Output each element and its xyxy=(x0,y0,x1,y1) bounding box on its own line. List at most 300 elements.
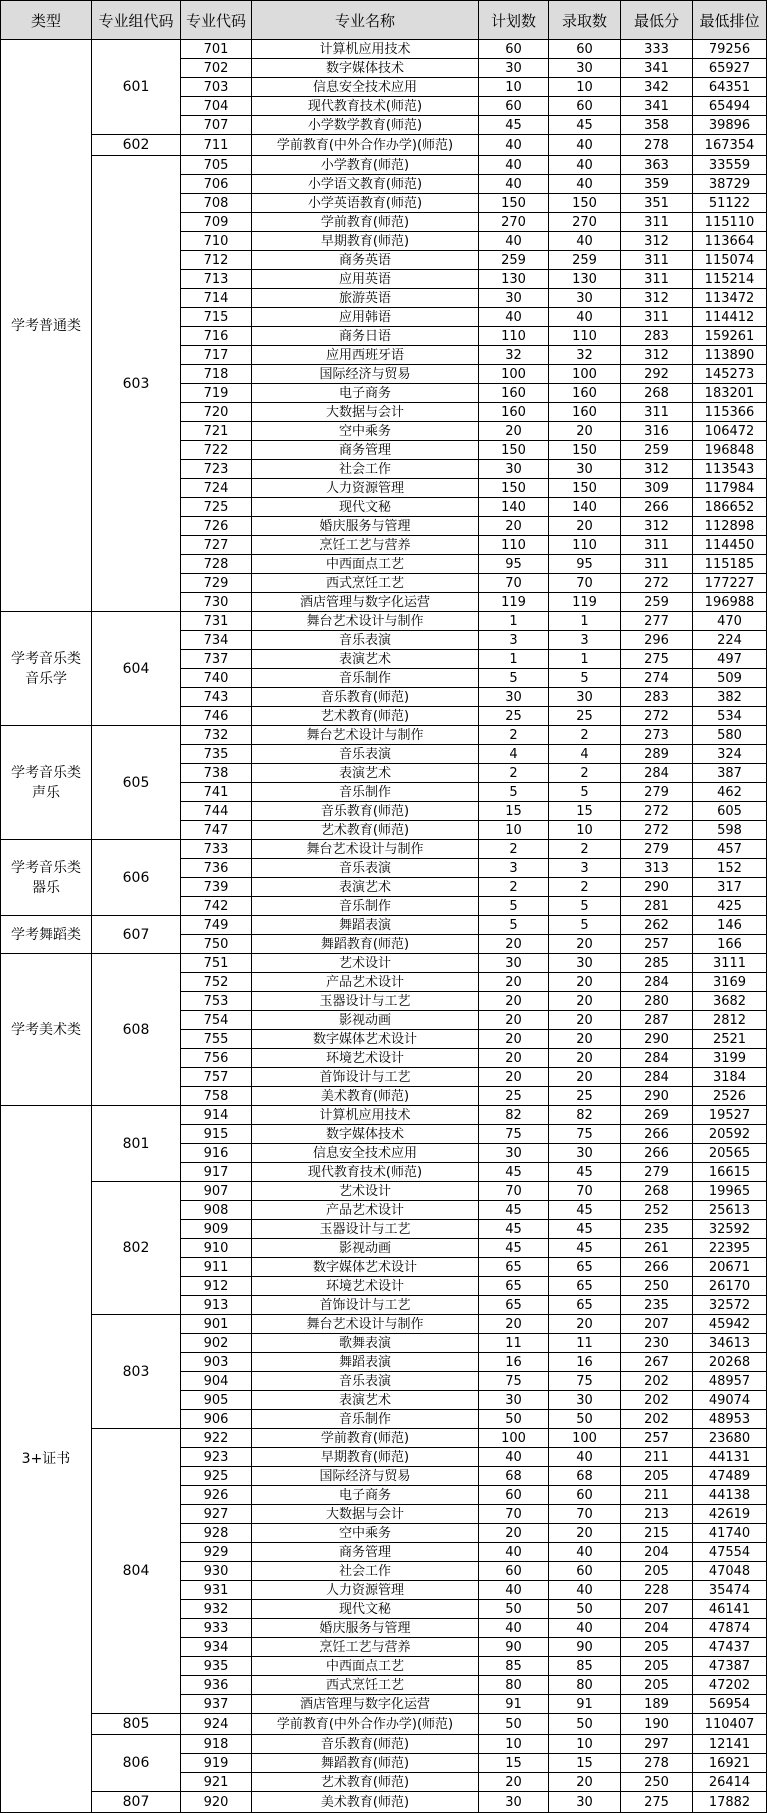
min-score-cell: 290 xyxy=(621,878,693,897)
admit-count-cell: 110 xyxy=(549,327,621,346)
major-code-cell: 726 xyxy=(181,517,252,536)
min-rank-cell: 3169 xyxy=(693,973,767,992)
min-rank-cell: 38729 xyxy=(693,175,767,194)
admit-count-cell: 70 xyxy=(549,574,621,593)
min-rank-cell: 79256 xyxy=(693,40,767,59)
major-name-cell: 社会工作 xyxy=(252,460,479,479)
table-header xyxy=(1,1,767,40)
major-name-cell: 艺术教育(师范) xyxy=(252,821,479,840)
min-score-cell: 204 xyxy=(621,1619,693,1638)
min-rank-cell: 2521 xyxy=(693,1030,767,1049)
plan-count-cell: 70 xyxy=(479,1182,549,1201)
min-rank-cell: 22395 xyxy=(693,1239,767,1258)
major-code-cell: 738 xyxy=(181,764,252,783)
major-name-cell: 艺术设计 xyxy=(252,954,479,973)
major-name-cell: 学前教育(中外合作办学)(师范) xyxy=(252,1714,479,1735)
plan-count-cell: 100 xyxy=(479,1429,549,1448)
min-score-cell: 363 xyxy=(621,156,693,175)
major-name-cell: 小学英语教育(师范) xyxy=(252,194,479,213)
min-rank-cell: 3111 xyxy=(693,954,767,973)
min-rank-cell: 186652 xyxy=(693,498,767,517)
admit-count-cell: 3 xyxy=(549,631,621,650)
admit-count-cell: 119 xyxy=(549,593,621,612)
major-code-cell: 715 xyxy=(181,308,252,327)
admit-count-cell: 75 xyxy=(549,1125,621,1144)
major-code-cell: 724 xyxy=(181,479,252,498)
major-code-cell: 911 xyxy=(181,1258,252,1277)
major-name-cell: 空中乘务 xyxy=(252,422,479,441)
plan-count-cell: 4 xyxy=(479,745,549,764)
admit-count-cell: 65 xyxy=(549,1277,621,1296)
admit-count-cell: 100 xyxy=(549,1429,621,1448)
admit-count-cell: 150 xyxy=(549,479,621,498)
major-name-cell: 学前教育(师范) xyxy=(252,213,479,232)
table-row xyxy=(1,916,767,935)
major-code-cell: 720 xyxy=(181,403,252,422)
min-rank-cell: 47874 xyxy=(693,1619,767,1638)
plan-count-cell: 100 xyxy=(479,365,549,384)
min-score-cell: 278 xyxy=(621,1754,693,1773)
major-name-cell: 烹饪工艺与营养 xyxy=(252,1638,479,1657)
admit-count-cell: 140 xyxy=(549,498,621,517)
major-name-cell: 小学数学教育(师范) xyxy=(252,116,479,135)
min-rank-cell: 26170 xyxy=(693,1277,767,1296)
major-name-cell: 艺术教育(师范) xyxy=(252,707,479,726)
admit-count-cell: 270 xyxy=(549,213,621,232)
major-code-cell: 925 xyxy=(181,1467,252,1486)
plan-count-cell: 60 xyxy=(479,97,549,116)
min-score-cell: 359 xyxy=(621,175,693,194)
major-name-cell: 音乐制作 xyxy=(252,897,479,916)
table-row xyxy=(1,726,767,745)
admit-count-cell: 40 xyxy=(549,1581,621,1600)
min-rank-cell: 2526 xyxy=(693,1087,767,1106)
major-code-cell: 921 xyxy=(181,1773,252,1792)
plan-count-cell: 45 xyxy=(479,1239,549,1258)
min-rank-cell: 32592 xyxy=(693,1220,767,1239)
major-code-cell: 752 xyxy=(181,973,252,992)
major-code-cell: 901 xyxy=(181,1315,252,1334)
major-name-cell: 现代文秘 xyxy=(252,498,479,517)
plan-count-cell: 110 xyxy=(479,327,549,346)
min-score-cell: 250 xyxy=(621,1773,693,1792)
admit-count-cell: 30 xyxy=(549,1792,621,1813)
major-name-cell: 影视动画 xyxy=(252,1011,479,1030)
category-type-cell: 学考音乐类 器乐 xyxy=(1,840,92,916)
admit-count-cell: 2 xyxy=(549,764,621,783)
table-row xyxy=(1,954,767,973)
min-rank-cell: 47554 xyxy=(693,1543,767,1562)
admit-count-cell: 60 xyxy=(549,40,621,59)
major-code-cell: 729 xyxy=(181,574,252,593)
major-code-cell: 929 xyxy=(181,1543,252,1562)
admit-count-cell: 60 xyxy=(549,97,621,116)
admit-count-cell: 20 xyxy=(549,517,621,536)
admit-count-cell: 5 xyxy=(549,916,621,935)
major-code-cell: 737 xyxy=(181,650,252,669)
major-name-cell: 舞蹈表演 xyxy=(252,1353,479,1372)
major-name-cell: 舞台艺术设计与制作 xyxy=(252,612,479,631)
major-name-cell: 舞蹈教育(师范) xyxy=(252,935,479,954)
min-rank-cell: 145273 xyxy=(693,365,767,384)
header-group-code: 专业组代码 xyxy=(92,1,181,40)
major-name-cell: 商务日语 xyxy=(252,327,479,346)
min-rank-cell: 56954 xyxy=(693,1695,767,1714)
category-type-cell: 学考普通类 xyxy=(1,40,92,612)
admit-count-cell: 130 xyxy=(549,270,621,289)
min-rank-cell: 16921 xyxy=(693,1754,767,1773)
min-score-cell: 262 xyxy=(621,916,693,935)
admit-count-cell: 60 xyxy=(549,1562,621,1581)
min-score-cell: 266 xyxy=(621,1144,693,1163)
major-code-cell: 754 xyxy=(181,1011,252,1030)
admit-count-cell: 20 xyxy=(549,422,621,441)
major-code-cell: 739 xyxy=(181,878,252,897)
admit-count-cell: 2 xyxy=(549,840,621,859)
admit-count-cell: 150 xyxy=(549,441,621,460)
plan-count-cell: 20 xyxy=(479,1011,549,1030)
admit-count-cell: 45 xyxy=(549,1220,621,1239)
group-code-cell: 802 xyxy=(92,1182,181,1315)
plan-count-cell: 40 xyxy=(479,156,549,175)
plan-count-cell: 5 xyxy=(479,783,549,802)
admit-count-cell: 1 xyxy=(549,650,621,669)
min-rank-cell: 114450 xyxy=(693,536,767,555)
admit-count-cell: 20 xyxy=(549,1049,621,1068)
min-rank-cell: 387 xyxy=(693,764,767,783)
min-score-cell: 252 xyxy=(621,1201,693,1220)
group-code-cell: 803 xyxy=(92,1315,181,1429)
major-name-cell: 艺术设计 xyxy=(252,1182,479,1201)
min-score-cell: 275 xyxy=(621,1792,693,1813)
major-code-cell: 712 xyxy=(181,251,252,270)
min-score-cell: 312 xyxy=(621,232,693,251)
group-code-cell: 807 xyxy=(92,1792,181,1813)
group-code-cell: 804 xyxy=(92,1429,181,1714)
admit-count-cell: 45 xyxy=(549,116,621,135)
admit-count-cell: 30 xyxy=(549,688,621,707)
major-code-cell: 912 xyxy=(181,1277,252,1296)
major-name-cell: 表演艺术 xyxy=(252,650,479,669)
major-name-cell: 音乐表演 xyxy=(252,1372,479,1391)
plan-count-cell: 150 xyxy=(479,441,549,460)
major-name-cell: 商务管理 xyxy=(252,1543,479,1562)
admit-count-cell: 40 xyxy=(549,232,621,251)
min-score-cell: 311 xyxy=(621,555,693,574)
major-name-cell: 学前教育(中外合作办学)(师范) xyxy=(252,135,479,156)
plan-count-cell: 30 xyxy=(479,1391,549,1410)
group-code-cell: 604 xyxy=(92,612,181,726)
admit-count-cell: 91 xyxy=(549,1695,621,1714)
min-rank-cell: 41740 xyxy=(693,1524,767,1543)
min-rank-cell: 114412 xyxy=(693,308,767,327)
admit-count-cell: 60 xyxy=(549,1486,621,1505)
min-score-cell: 272 xyxy=(621,707,693,726)
plan-count-cell: 16 xyxy=(479,1353,549,1372)
category-type-cell: 学考音乐类 音乐学 xyxy=(1,612,92,726)
major-code-cell: 727 xyxy=(181,536,252,555)
min-score-cell: 257 xyxy=(621,935,693,954)
min-rank-cell: 534 xyxy=(693,707,767,726)
plan-count-cell: 30 xyxy=(479,59,549,78)
admit-count-cell: 40 xyxy=(549,1543,621,1562)
header-min-rank: 最低排位 xyxy=(693,1,767,40)
admit-count-cell: 4 xyxy=(549,745,621,764)
group-code-cell: 601 xyxy=(92,40,181,135)
min-score-cell: 311 xyxy=(621,213,693,232)
admit-count-cell: 20 xyxy=(549,1524,621,1543)
plan-count-cell: 20 xyxy=(479,992,549,1011)
major-name-cell: 音乐制作 xyxy=(252,1410,479,1429)
major-code-cell: 731 xyxy=(181,612,252,631)
plan-count-cell: 40 xyxy=(479,1543,549,1562)
major-name-cell: 中西面点工艺 xyxy=(252,1657,479,1676)
admit-count-cell: 1 xyxy=(549,612,621,631)
min-score-cell: 268 xyxy=(621,1182,693,1201)
table-row xyxy=(1,40,767,59)
min-score-cell: 213 xyxy=(621,1505,693,1524)
table-row xyxy=(1,1714,767,1735)
major-name-cell: 舞台艺术设计与制作 xyxy=(252,726,479,745)
min-rank-cell: 3199 xyxy=(693,1049,767,1068)
min-score-cell: 202 xyxy=(621,1372,693,1391)
admit-count-cell: 82 xyxy=(549,1106,621,1125)
plan-count-cell: 85 xyxy=(479,1657,549,1676)
min-score-cell: 312 xyxy=(621,517,693,536)
min-score-cell: 230 xyxy=(621,1334,693,1353)
admit-count-cell: 160 xyxy=(549,403,621,422)
major-name-cell: 西式烹饪工艺 xyxy=(252,1676,479,1695)
min-score-cell: 341 xyxy=(621,97,693,116)
min-rank-cell: 26414 xyxy=(693,1773,767,1792)
min-score-cell: 259 xyxy=(621,441,693,460)
admit-count-cell: 20 xyxy=(549,1315,621,1334)
admit-count-cell: 259 xyxy=(549,251,621,270)
major-name-cell: 婚庆服务与管理 xyxy=(252,517,479,536)
admit-count-cell: 68 xyxy=(549,1467,621,1486)
major-code-cell: 905 xyxy=(181,1391,252,1410)
plan-count-cell: 5 xyxy=(479,897,549,916)
min-rank-cell: 113472 xyxy=(693,289,767,308)
major-name-cell: 音乐教育(师范) xyxy=(252,1735,479,1754)
major-code-cell: 730 xyxy=(181,593,252,612)
major-code-cell: 713 xyxy=(181,270,252,289)
min-score-cell: 202 xyxy=(621,1391,693,1410)
min-rank-cell: 183201 xyxy=(693,384,767,403)
min-score-cell: 284 xyxy=(621,1068,693,1087)
admit-count-cell: 70 xyxy=(549,1182,621,1201)
min-score-cell: 202 xyxy=(621,1410,693,1429)
plan-count-cell: 20 xyxy=(479,1524,549,1543)
plan-count-cell: 30 xyxy=(479,688,549,707)
plan-count-cell: 20 xyxy=(479,1315,549,1334)
major-name-cell: 信息安全技术应用 xyxy=(252,78,479,97)
min-score-cell: 235 xyxy=(621,1296,693,1315)
major-name-cell: 音乐制作 xyxy=(252,669,479,688)
group-code-cell: 607 xyxy=(92,916,181,954)
min-rank-cell: 3184 xyxy=(693,1068,767,1087)
major-code-cell: 708 xyxy=(181,194,252,213)
major-name-cell: 电子商务 xyxy=(252,1486,479,1505)
major-code-cell: 735 xyxy=(181,745,252,764)
major-code-cell: 747 xyxy=(181,821,252,840)
min-score-cell: 266 xyxy=(621,1125,693,1144)
min-rank-cell: 457 xyxy=(693,840,767,859)
min-score-cell: 274 xyxy=(621,669,693,688)
major-code-cell: 716 xyxy=(181,327,252,346)
min-rank-cell: 20565 xyxy=(693,1144,767,1163)
table-row xyxy=(1,840,767,859)
min-rank-cell: 42619 xyxy=(693,1505,767,1524)
min-score-cell: 211 xyxy=(621,1448,693,1467)
plan-count-cell: 150 xyxy=(479,479,549,498)
major-code-cell: 723 xyxy=(181,460,252,479)
table-row xyxy=(1,1182,767,1201)
major-name-cell: 国际经济与贸易 xyxy=(252,1467,479,1486)
admit-count-cell: 100 xyxy=(549,365,621,384)
plan-count-cell: 20 xyxy=(479,1068,549,1087)
min-score-cell: 283 xyxy=(621,688,693,707)
min-score-cell: 207 xyxy=(621,1600,693,1619)
major-code-cell: 935 xyxy=(181,1657,252,1676)
admit-count-cell: 20 xyxy=(549,1068,621,1087)
major-code-cell: 906 xyxy=(181,1410,252,1429)
min-score-cell: 312 xyxy=(621,460,693,479)
major-code-cell: 746 xyxy=(181,707,252,726)
major-name-cell: 美术教育(师范) xyxy=(252,1087,479,1106)
min-score-cell: 261 xyxy=(621,1239,693,1258)
min-score-cell: 351 xyxy=(621,194,693,213)
major-name-cell: 音乐教育(师范) xyxy=(252,802,479,821)
min-rank-cell: 17882 xyxy=(693,1792,767,1813)
major-code-cell: 918 xyxy=(181,1735,252,1754)
major-code-cell: 703 xyxy=(181,78,252,97)
min-rank-cell: 167354 xyxy=(693,135,767,156)
plan-count-cell: 11 xyxy=(479,1334,549,1353)
major-name-cell: 商务管理 xyxy=(252,441,479,460)
admit-count-cell: 25 xyxy=(549,1087,621,1106)
admit-count-cell: 20 xyxy=(549,1030,621,1049)
admit-count-cell: 90 xyxy=(549,1638,621,1657)
min-rank-cell: 35474 xyxy=(693,1581,767,1600)
major-code-cell: 927 xyxy=(181,1505,252,1524)
major-code-cell: 914 xyxy=(181,1106,252,1125)
admit-count-cell: 50 xyxy=(549,1410,621,1429)
major-code-cell: 757 xyxy=(181,1068,252,1087)
min-score-cell: 190 xyxy=(621,1714,693,1735)
min-score-cell: 257 xyxy=(621,1429,693,1448)
admit-count-cell: 40 xyxy=(549,156,621,175)
major-name-cell: 酒店管理与数字化运营 xyxy=(252,593,479,612)
table-row xyxy=(1,1429,767,1448)
plan-count-cell: 140 xyxy=(479,498,549,517)
major-name-cell: 音乐制作 xyxy=(252,783,479,802)
plan-count-cell: 60 xyxy=(479,1562,549,1581)
min-score-cell: 316 xyxy=(621,422,693,441)
admit-count-cell: 32 xyxy=(549,346,621,365)
plan-count-cell: 40 xyxy=(479,232,549,251)
plan-count-cell: 20 xyxy=(479,1049,549,1068)
major-code-cell: 711 xyxy=(181,135,252,156)
major-code-cell: 706 xyxy=(181,175,252,194)
min-score-cell: 296 xyxy=(621,631,693,650)
plan-count-cell: 45 xyxy=(479,1163,549,1182)
min-rank-cell: 152 xyxy=(693,859,767,878)
min-rank-cell: 20671 xyxy=(693,1258,767,1277)
category-type-cell: 学考美术类 xyxy=(1,954,92,1106)
plan-count-cell: 20 xyxy=(479,1030,549,1049)
min-score-cell: 292 xyxy=(621,365,693,384)
table-row xyxy=(1,1315,767,1334)
major-code-cell: 915 xyxy=(181,1125,252,1144)
major-code-cell: 742 xyxy=(181,897,252,916)
major-name-cell: 小学教育(师范) xyxy=(252,156,479,175)
min-rank-cell: 65927 xyxy=(693,59,767,78)
admit-count-cell: 30 xyxy=(549,59,621,78)
plan-count-cell: 25 xyxy=(479,1087,549,1106)
min-rank-cell: 32572 xyxy=(693,1296,767,1315)
major-code-cell: 926 xyxy=(181,1486,252,1505)
admit-count-cell: 40 xyxy=(549,1619,621,1638)
min-rank-cell: 20592 xyxy=(693,1125,767,1144)
min-rank-cell: 3682 xyxy=(693,992,767,1011)
major-code-cell: 722 xyxy=(181,441,252,460)
min-rank-cell: 64351 xyxy=(693,78,767,97)
min-score-cell: 309 xyxy=(621,479,693,498)
min-rank-cell: 19527 xyxy=(693,1106,767,1125)
admit-count-cell: 45 xyxy=(549,1163,621,1182)
major-code-cell: 721 xyxy=(181,422,252,441)
min-rank-cell: 2812 xyxy=(693,1011,767,1030)
major-name-cell: 酒店管理与数字化运营 xyxy=(252,1695,479,1714)
min-score-cell: 284 xyxy=(621,764,693,783)
min-rank-cell: 115185 xyxy=(693,555,767,574)
table-row xyxy=(1,135,767,156)
plan-count-cell: 10 xyxy=(479,1735,549,1754)
min-score-cell: 266 xyxy=(621,498,693,517)
min-rank-cell: 48957 xyxy=(693,1372,767,1391)
min-rank-cell: 113664 xyxy=(693,232,767,251)
plan-count-cell: 20 xyxy=(479,517,549,536)
admit-count-cell: 25 xyxy=(549,707,621,726)
major-code-cell: 751 xyxy=(181,954,252,973)
min-rank-cell: 25613 xyxy=(693,1201,767,1220)
min-score-cell: 311 xyxy=(621,308,693,327)
min-rank-cell: 12141 xyxy=(693,1735,767,1754)
header-plan-count: 计划数 xyxy=(479,1,549,40)
min-rank-cell: 117984 xyxy=(693,479,767,498)
major-code-cell: 743 xyxy=(181,688,252,707)
plan-count-cell: 15 xyxy=(479,802,549,821)
plan-count-cell: 30 xyxy=(479,1792,549,1813)
min-score-cell: 289 xyxy=(621,745,693,764)
plan-count-cell: 40 xyxy=(479,1619,549,1638)
major-code-cell: 705 xyxy=(181,156,252,175)
min-score-cell: 272 xyxy=(621,802,693,821)
min-rank-cell: 20268 xyxy=(693,1353,767,1372)
min-score-cell: 287 xyxy=(621,1011,693,1030)
major-name-cell: 应用西班牙语 xyxy=(252,346,479,365)
major-name-cell: 人力资源管理 xyxy=(252,1581,479,1600)
major-name-cell: 数字媒体技术 xyxy=(252,1125,479,1144)
plan-count-cell: 40 xyxy=(479,1581,549,1600)
admit-count-cell: 50 xyxy=(549,1714,621,1735)
min-score-cell: 205 xyxy=(621,1638,693,1657)
min-score-cell: 207 xyxy=(621,1315,693,1334)
major-name-cell: 现代教育技术(师范) xyxy=(252,97,479,116)
min-score-cell: 204 xyxy=(621,1543,693,1562)
min-rank-cell: 112898 xyxy=(693,517,767,536)
